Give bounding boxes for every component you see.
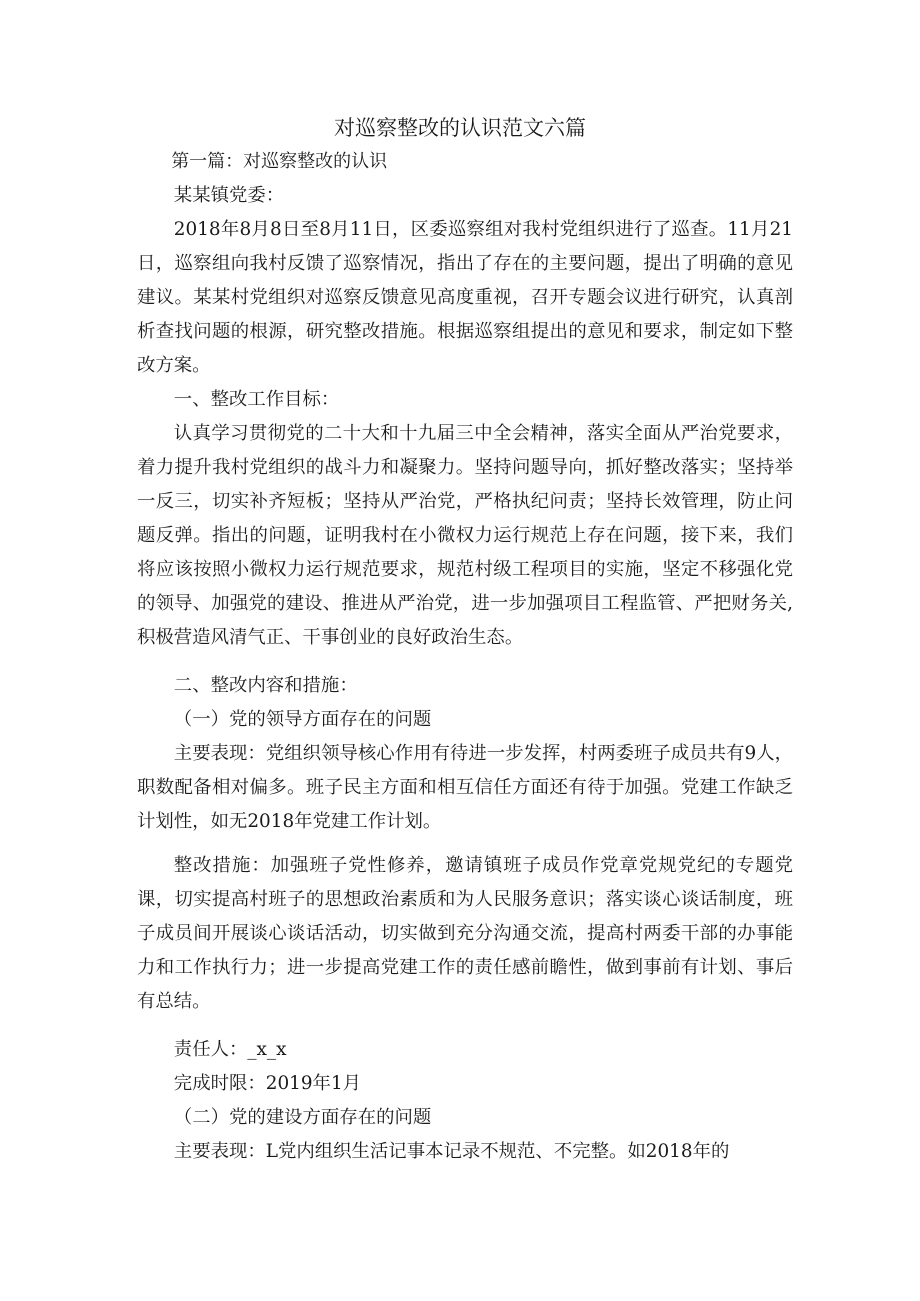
leadership-measures-paragraph: 整改措施：加强班子党性修养，邀请镇班子成员作党章党规党纪的专题党课，切实提高村班子的思想政治素质和为人民服务意识；落实谈心谈话制度，班子成员间开展谈心谈话活动，切实做到充分沟通交流，提高村两委干部的办事能力和工作执行力；进一步提高党建工作的责任感前瞻性，做到事前有计划、事后有总结。 xyxy=(137,855,793,1012)
heading-goals: 一、整改工作目标： xyxy=(173,389,340,410)
party-building-issues-paragraph: 主要表现：L党内组织生活记事本记录不规范、不完整。如2018年的 xyxy=(173,1141,730,1162)
deadline: 完成时限：2019年1月 xyxy=(173,1073,362,1094)
subheading-leadership: （一）党的领导方面存在的问题 xyxy=(173,709,432,730)
document-body xyxy=(137,145,793,1169)
document-title: 对巡察整改的认识范文六篇 xyxy=(334,116,586,140)
salutation: 某某镇党委： xyxy=(173,185,285,206)
leadership-issues-paragraph: 主要表现：党组织领导核心作用有待进一步发挥，村两委班子成员共有9人，职数配备相对偏多。班子民主方面和相互信任方面还有待于加强。党建工作缺乏计划性，如无2018年党建工作计划。 xyxy=(137,743,793,832)
responsible-person: 责任人：_x_x xyxy=(173,1039,287,1060)
intro-paragraph: 2018年8月8日至8月11日，区委巡察组对我村党组织进行了巡查。11月21日，巡察组向我村反馈了巡察情况，指出了存在的主要问题，提出了明确的意见建议。某某村党组织对巡察反馈意见高度重视，召开专题会议进行研究，认真剖析查找问题的根源，研究整改措施。根据巡察组提出的意见和要求，制定如下整改方案。 xyxy=(137,219,793,376)
section-heading: 第一篇：对巡察整改的认识 xyxy=(171,151,388,172)
goals-paragraph: 认真学习贯彻党的二十大和十九届三中全会精神，落实全面从严治党要求，着力提升我村党组织的战斗力和凝聚力。坚持问题导向，抓好整改落实；坚持举一反三，切实补齐短板；坚持从严治党，严格执纪问责；坚持长效管理，防止问题反弹。指出的问题，证明我村在小微权力运行规范上存在问题，接下来，我们将应该按照小微权力运行规范要求，规范村级工程项目的实施，坚定不移强化党的领导、加强党的建设、推进从严治党，进一步加强项目工程监管、严把财务关,积极营造风清气正、干事创业的良好政治生态。 xyxy=(137,423,793,648)
subheading-party-building: （二）党的建设方面存在的问题 xyxy=(173,1107,432,1128)
heading-measures: 二、整改内容和措施： xyxy=(173,675,358,696)
